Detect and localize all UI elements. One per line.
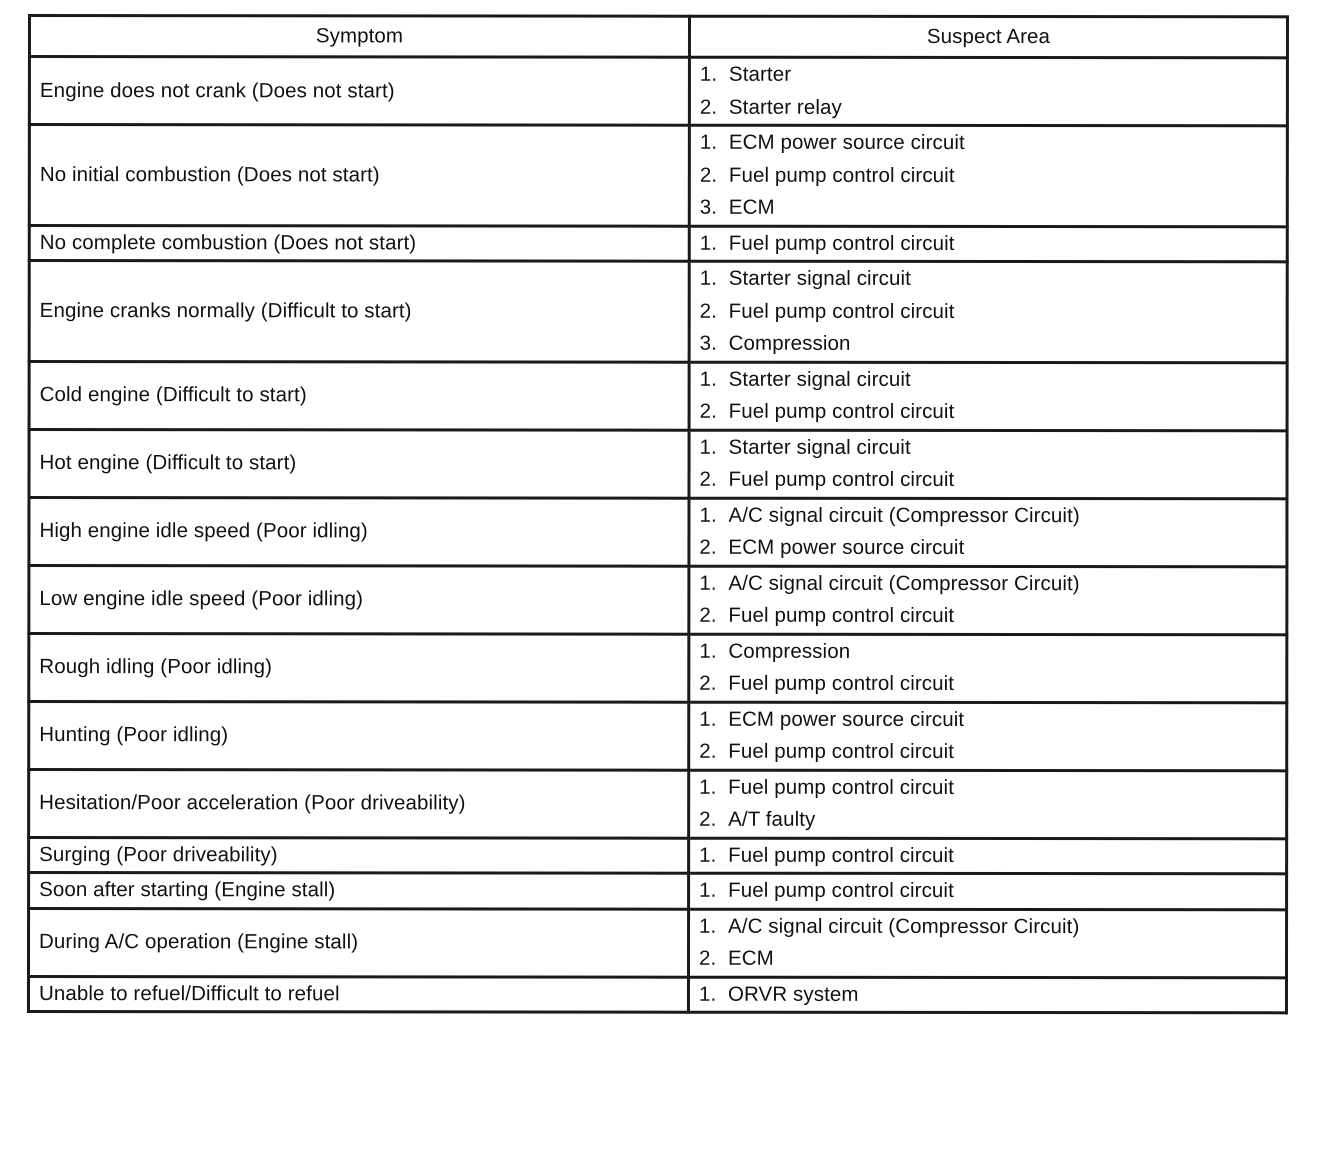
table-row bbox=[29, 769, 1287, 838]
suspect-area-item bbox=[699, 978, 1279, 1011]
suspect-area-item bbox=[700, 127, 1280, 160]
suspect-area-text: ECM power source circuit bbox=[728, 535, 965, 559]
suspect-area-item bbox=[699, 875, 1279, 908]
suspect-area-number: 1. bbox=[698, 982, 717, 1006]
suspect-area-item bbox=[699, 703, 1279, 736]
table-row bbox=[29, 873, 1287, 910]
suspect-area-number: 1. bbox=[699, 914, 717, 938]
table-row bbox=[29, 837, 1287, 874]
suspect-area-item bbox=[699, 668, 1279, 701]
suspect-area-item bbox=[699, 635, 1279, 668]
suspect-area-item bbox=[700, 192, 1280, 225]
table-row bbox=[29, 261, 1287, 363]
table-row bbox=[29, 57, 1287, 126]
table-row bbox=[29, 633, 1287, 702]
suspect-area-cell bbox=[689, 226, 1287, 262]
suspect-area-text: A/T faulty bbox=[728, 807, 816, 831]
suspect-area-item bbox=[700, 159, 1280, 192]
suspect-area-cell bbox=[689, 702, 1287, 771]
suspect-area-column-header: Suspect Area bbox=[689, 16, 1287, 58]
suspect-area-cell bbox=[689, 362, 1287, 431]
suspect-area-cell bbox=[689, 566, 1287, 635]
suspect-area-item bbox=[700, 263, 1280, 296]
suspect-area-item bbox=[700, 396, 1280, 429]
suspect-area-text: Compression bbox=[728, 331, 851, 355]
suspect-area-number: 1. bbox=[699, 843, 717, 867]
suspect-area-cell bbox=[689, 57, 1287, 126]
suspect-area-number: 1. bbox=[699, 435, 717, 459]
symptom-cell: No initial combustion (Does not start) bbox=[29, 125, 689, 226]
suspect-area-item bbox=[699, 464, 1279, 497]
suspect-area-item bbox=[700, 91, 1280, 124]
suspect-area-number: 2. bbox=[699, 399, 717, 423]
suspect-area-cell bbox=[689, 125, 1287, 226]
suspect-area-item bbox=[699, 771, 1279, 804]
suspect-area-number: 2. bbox=[699, 467, 717, 491]
suspect-area-text: Fuel pump control circuit bbox=[728, 299, 955, 323]
suspect-area-text: Fuel pump control circuit bbox=[728, 603, 955, 627]
suspect-area-text: Fuel pump control circuit bbox=[728, 739, 955, 763]
suspect-area-number: 1. bbox=[699, 775, 717, 799]
suspect-area-item bbox=[699, 600, 1279, 633]
suspect-area-item bbox=[699, 532, 1279, 565]
suspect-area-item bbox=[699, 567, 1279, 600]
suspect-area-number: 1. bbox=[699, 571, 717, 595]
suspect-area-number: 2. bbox=[699, 671, 717, 695]
suspect-area-cell bbox=[689, 498, 1287, 567]
suspect-area-text: Starter signal circuit bbox=[728, 435, 911, 459]
suspect-area-item bbox=[700, 328, 1280, 361]
suspect-area-number: 1. bbox=[699, 266, 718, 290]
suspect-area-cell bbox=[689, 430, 1287, 499]
suspect-area-text: ECM power source circuit bbox=[728, 130, 965, 154]
suspect-area-text: ECM bbox=[728, 195, 775, 219]
suspect-area-number: 1. bbox=[699, 503, 717, 527]
suspect-area-item bbox=[699, 910, 1279, 943]
suspect-area-item bbox=[699, 499, 1279, 532]
suspect-area-number: 2. bbox=[699, 807, 717, 831]
table-row bbox=[29, 225, 1287, 262]
suspect-area-number: 2. bbox=[699, 299, 717, 323]
table-row bbox=[29, 701, 1287, 770]
symptom-cell: Soon after starting (Engine stall) bbox=[29, 873, 689, 909]
suspect-area-text: Starter relay bbox=[728, 95, 842, 119]
suspect-area-number: 2. bbox=[699, 603, 717, 627]
suspect-area-text: Fuel pump control circuit bbox=[728, 467, 955, 491]
suspect-area-number: 2. bbox=[698, 946, 717, 970]
suspect-area-text: A/C signal circuit (Compressor Circuit) bbox=[728, 571, 1080, 595]
suspect-area-text: Fuel pump control circuit bbox=[728, 878, 954, 902]
suspect-area-number: 3. bbox=[699, 331, 717, 355]
suspect-area-cell bbox=[689, 873, 1287, 909]
suspect-area-number: 2. bbox=[699, 535, 717, 559]
suspect-area-text: Starter bbox=[728, 62, 792, 86]
suspect-area-text: ORVR system bbox=[727, 982, 859, 1006]
suspect-area-item bbox=[700, 363, 1280, 396]
suspect-area-text: Starter signal circuit bbox=[728, 367, 911, 391]
symptom-cell: Rough idling (Poor idling) bbox=[29, 633, 689, 702]
symptom-cell: Engine does not crank (Does not start) bbox=[29, 57, 689, 126]
symptom-cell: Unable to refuel/Difficult to refuel bbox=[28, 976, 688, 1012]
suspect-area-cell bbox=[688, 909, 1286, 978]
table-body bbox=[28, 57, 1287, 1013]
symptom-cell: High engine idle speed (Poor idling) bbox=[29, 497, 689, 566]
symptom-table bbox=[27, 14, 1289, 1014]
symptom-cell: Low engine idle speed (Poor idling) bbox=[29, 565, 689, 634]
suspect-area-cell bbox=[689, 261, 1287, 362]
suspect-area-text: ECM power source circuit bbox=[728, 707, 965, 731]
suspect-area-text: Starter signal circuit bbox=[728, 266, 911, 290]
table-row bbox=[28, 976, 1286, 1013]
table-row bbox=[29, 125, 1287, 227]
symptom-cell: During A/C operation (Engine stall) bbox=[28, 908, 688, 977]
suspect-area-item bbox=[699, 804, 1279, 837]
suspect-area-item bbox=[700, 227, 1280, 260]
suspect-area-item bbox=[699, 943, 1279, 976]
suspect-area-text: ECM bbox=[727, 946, 774, 970]
symptom-cell: Hunting (Poor idling) bbox=[29, 701, 689, 770]
table-row bbox=[29, 565, 1287, 634]
suspect-area-text: Compression bbox=[728, 639, 851, 663]
suspect-area-number: 1. bbox=[699, 130, 718, 154]
suspect-area-text: Fuel pump control circuit bbox=[728, 843, 954, 867]
suspect-area-cell bbox=[689, 838, 1287, 874]
suspect-area-cell bbox=[688, 977, 1286, 1013]
table-row bbox=[29, 361, 1287, 430]
table-row bbox=[28, 908, 1286, 977]
suspect-area-text: Fuel pump control circuit bbox=[728, 399, 955, 423]
symptom-cell: Surging (Poor driveability) bbox=[29, 837, 689, 873]
suspect-area-text: Fuel pump control circuit bbox=[728, 671, 955, 695]
table-row bbox=[29, 429, 1287, 498]
suspect-area-item bbox=[699, 839, 1279, 872]
symptom-cell: Engine cranks normally (Difficult to start) bbox=[29, 261, 689, 362]
suspect-area-number: 2. bbox=[699, 95, 718, 119]
suspect-area-item bbox=[700, 431, 1280, 464]
suspect-area-number: 1. bbox=[699, 639, 717, 663]
suspect-area-text: A/C signal circuit (Compressor Circuit) bbox=[728, 503, 1080, 527]
suspect-area-number: 1. bbox=[699, 707, 717, 731]
header-row bbox=[29, 16, 1287, 58]
symptom-cell: No complete combustion (Does not start) bbox=[29, 225, 689, 261]
symptom-cell: Cold engine (Difficult to start) bbox=[29, 361, 689, 430]
suspect-area-item bbox=[700, 295, 1280, 328]
symptom-cell: Hot engine (Difficult to start) bbox=[29, 429, 689, 498]
suspect-area-number: 1. bbox=[699, 878, 717, 902]
symptom-column-header: Symptom bbox=[29, 16, 689, 58]
suspect-area-item bbox=[700, 59, 1280, 92]
suspect-area-text: A/C signal circuit (Compressor Circuit) bbox=[728, 914, 1080, 938]
suspect-area-cell bbox=[689, 770, 1287, 839]
suspect-area-number: 2. bbox=[699, 739, 717, 763]
suspect-area-text: Fuel pump control circuit bbox=[728, 775, 955, 799]
symptom-cell: Hesitation/Poor acceleration (Poor driveability) bbox=[29, 769, 689, 838]
suspect-area-text: Fuel pump control circuit bbox=[728, 163, 955, 187]
suspect-area-item bbox=[699, 736, 1279, 769]
suspect-area-number: 1. bbox=[699, 367, 717, 391]
suspect-area-cell bbox=[689, 634, 1287, 703]
suspect-area-number: 2. bbox=[699, 163, 718, 187]
suspect-area-number: 1. bbox=[699, 231, 718, 255]
suspect-area-number: 3. bbox=[699, 195, 718, 219]
suspect-area-number: 1. bbox=[699, 62, 718, 86]
table-row bbox=[29, 497, 1287, 566]
suspect-area-text: Fuel pump control circuit bbox=[728, 231, 955, 255]
